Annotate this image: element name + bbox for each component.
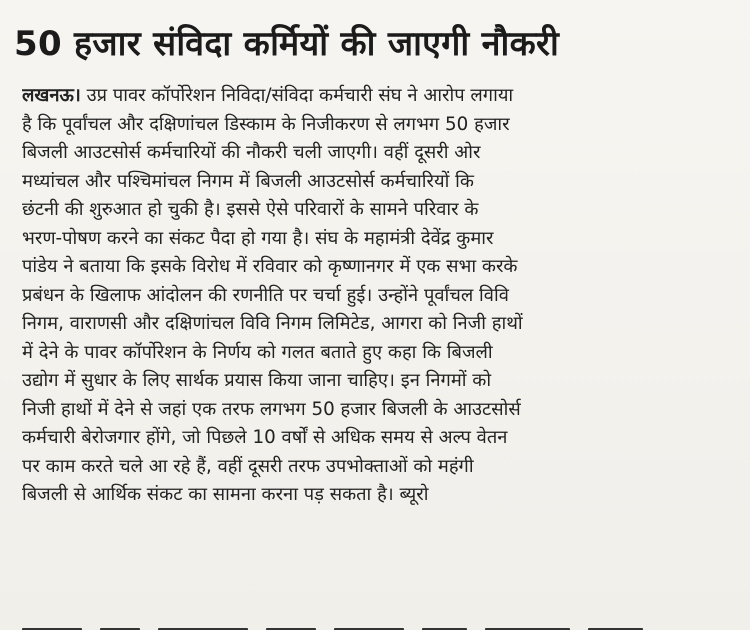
article-line: उद्योग में सुधार के लिए सार्थक प्रयास किया जाना चाहिए। इन निगमों को [22, 370, 492, 391]
article-line: है कि पूर्वांचल और दक्षिणांचल डिस्काम के निजीकरण से लगभग 50 हजार [22, 113, 510, 135]
article-line: छंटनी की शुरुआत हो चुकी है। इससे ऐसे परिवारों के सामने परिवार के [22, 199, 479, 220]
article-body [22, 82, 738, 510]
article-line-text: उप्र पावर कॉर्पोरेशन निविदा/संविदा कर्मचारी संघ ने आरोप लगाया [80, 85, 514, 106]
article-dateline: लखनऊ। [22, 85, 81, 106]
article-line: कर्मचारी बेरोजगार होंगे, जो पिछले 10 वर्षों से अधिक समय से अल्प वेतन [22, 427, 508, 448]
article-line: बिजली आउटसोर्स कर्मचारियों की नौकरी चली जाएगी। वहीं दूसरी ओर [22, 142, 481, 163]
article-line: निगम, वाराणसी और दक्षिणांचल विवि निगम लिमिटेड, आगरा को निजी हाथों [22, 313, 523, 334]
cropped-next-line [22, 618, 722, 630]
article-line: पर काम करते चले आ रहे हैं, वहीं दूसरी तरफ उपभोक्ताओं को महंगी [22, 455, 474, 477]
article-line: प्रबंधन के खिलाफ आंदोलन की रणनीति पर चर्चा हुई। उन्होंने पूर्वांचल विवि [22, 284, 509, 306]
article-line: में देने के पावर कॉर्पोरेशन के निर्णय को गलत बताते हुए कहा कि बिजली [22, 341, 493, 363]
article-line [22, 82, 738, 111]
article-line: मध्यांचल और पश्चिमांचल निगम में बिजली आउटसोर्स कर्मचारियों कि [22, 170, 474, 192]
article-line: पांडेय ने बताया कि इसके विरोध में रविवार को कृष्णानगर में एक सभा करके [22, 256, 518, 277]
article-line: भरण-पोषण करने का संकट पैदा हो गया है। संघ के महामंत्री देवेंद्र कुमार [22, 227, 494, 249]
article-line: बिजली से आर्थिक संकट का सामना करना पड़ सकता है। ब्यूरो [22, 484, 429, 505]
article-line: निजी हाथों में देने से जहां एक तरफ लगभग 50 हजार बिजली के आउटसोर्स [22, 398, 521, 420]
article-headline: 50 हजार संविदा कर्मियों की जाएगी नौकरी [14, 24, 560, 64]
